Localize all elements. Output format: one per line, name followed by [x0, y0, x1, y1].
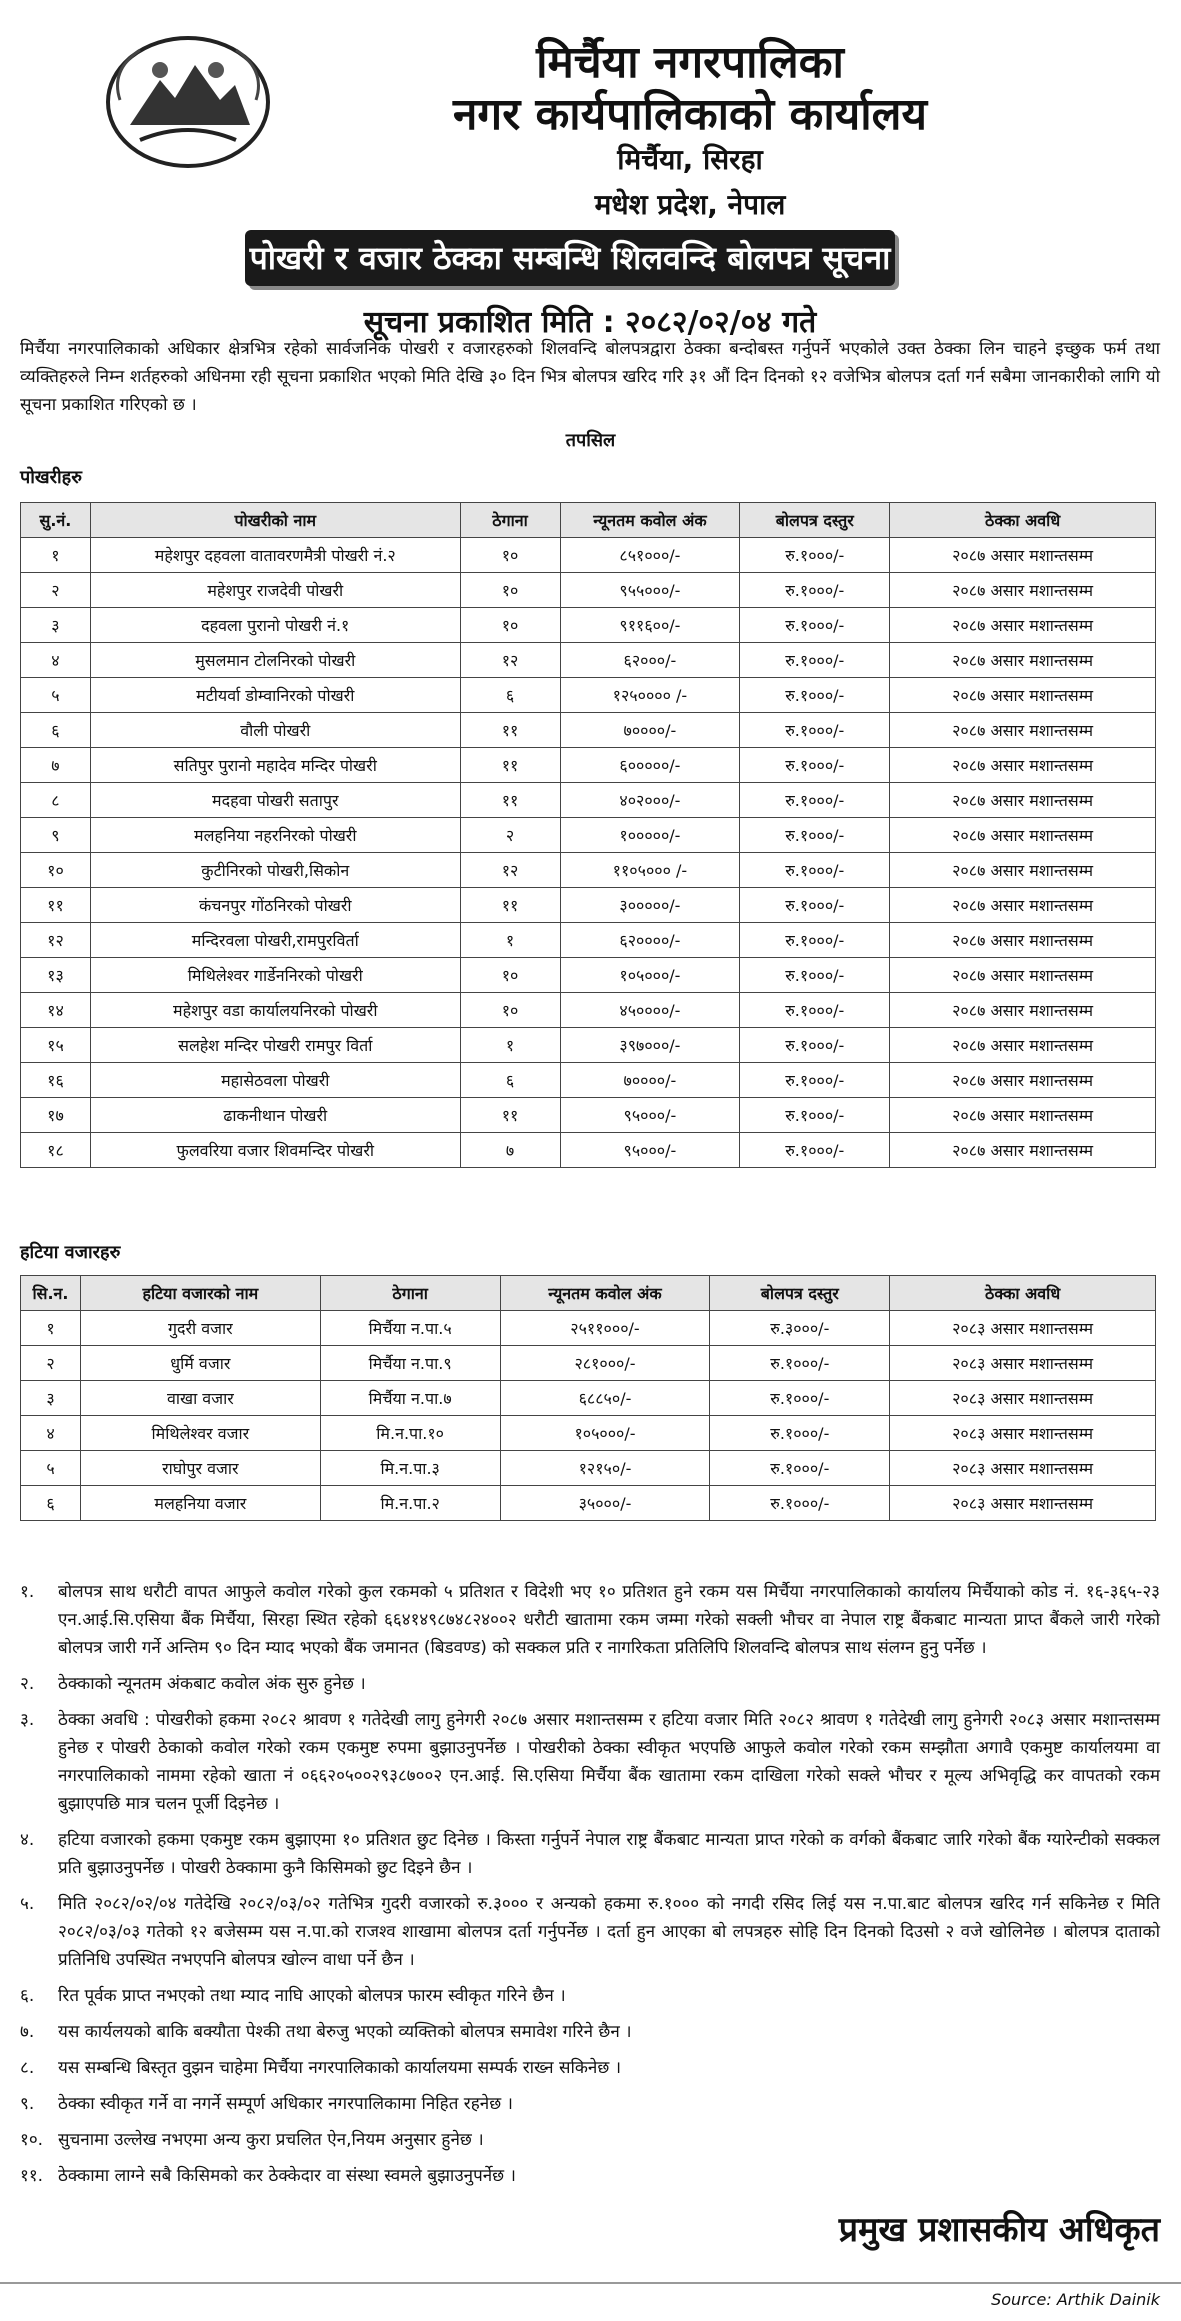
table-cell: १ — [460, 923, 560, 958]
table-cell: २०८७ असार मशान्तसम्म — [890, 573, 1156, 608]
table-cell: रु.१०००/- — [740, 538, 890, 573]
table-cell: ११ — [21, 888, 91, 923]
table-row — [21, 1133, 1156, 1168]
table-cell: ४०२०००/- — [560, 783, 740, 818]
table-row — [21, 783, 1156, 818]
table-cell: रु.१०००/- — [740, 1063, 890, 1098]
footer-divider — [0, 2282, 1181, 2284]
table-cell: १६ — [21, 1063, 91, 1098]
column-header: बोलपत्र दस्तुर — [740, 503, 890, 538]
table-cell: २०८७ असार मशान्तसम्म — [890, 853, 1156, 888]
table-row — [21, 538, 1156, 573]
table-cell: रु.१०००/- — [740, 888, 890, 923]
table-cell: २०८३ असार मशान्तसम्म — [890, 1311, 1156, 1346]
table-cell: २०८७ असार मशान्तसम्म — [890, 1028, 1156, 1063]
table-cell: ४ — [21, 1416, 81, 1451]
condition-text: यस कार्यलयको बाकि बक्यौता पेश्की तथा बेरुजु भएको व्यक्तिको बोलपत्र समावेश गरिने छैन । — [58, 2022, 632, 2042]
table-cell: महासेठवला पोखरी — [90, 1063, 460, 1098]
condition-number: ८. — [20, 2058, 35, 2078]
table-cell: ९५०००/- — [560, 1098, 740, 1133]
table-cell: मि.न.पा.१० — [320, 1416, 500, 1451]
condition-number: ६. — [20, 1986, 35, 2006]
table-cell: १२ — [460, 853, 560, 888]
table-cell: १ — [460, 1028, 560, 1063]
table-cell: ११ — [460, 1098, 560, 1133]
column-header: ठेगाना — [460, 503, 560, 538]
table-header-row — [21, 1276, 1156, 1311]
table-cell: मुसलमान टोलनिरको पोखरी — [90, 643, 460, 678]
condition-item — [20, 2054, 1160, 2082]
condition-text: ठेक्का अवधि : पोखरीको हकमा २०८२ श्रावण १ गतेदेखी लागु हुनेगरी २०८७ असार मशान्तसम्म र हटिया वजार मिति २०८२ श्रावण १ गतेदेखी लागु हुनेगरी २०८३ असार मशान्तसम्म हुनेछ र पोखरी ठेकाको कवोल गरेको रकम एकमुष्ट रुपमा बुझाउनुपर्नेछ । पोखरीको ठेक्का स्वीकृत भएपछि आफुले कवोल गरेको रकम सम्झौता अगावै एकमुष्ट कार्यालयमा वा नगरपालिकाको नाममा रहेको खाता नं ०६६२०५००२९३८७००२ एन.आई. सि.एसिया मिर्चैया बैंक खातामा रकम दाखिला गरेको सक्ले भौचर र मूल्य अभिवृद्धि कर वापतको रकम बुझाएपछि मात्र चलन पूर्जी दिइनेछ । — [58, 1710, 1160, 1814]
table-cell: ९५०००/- — [560, 1133, 740, 1168]
table-row — [21, 1063, 1156, 1098]
table-cell: रु.१०००/- — [740, 923, 890, 958]
table-cell: रु.१०००/- — [740, 993, 890, 1028]
table-cell: वाखा वजार — [80, 1381, 320, 1416]
table-cell: रु.१०००/- — [740, 958, 890, 993]
table-cell: १० — [460, 538, 560, 573]
condition-number: १. — [20, 1582, 35, 1602]
column-header: पोखरीको नाम — [90, 503, 460, 538]
signatory-title: प्रमुख प्रशासकीय अधिकृत — [838, 2210, 1160, 2250]
condition-item — [20, 1826, 1160, 1882]
condition-text: हटिया वजारको हकमा एकमुष्ट रकम बुझाएमा १० प्रतिशत छुट दिनेछ । किस्ता गर्नुपर्ने नेपाल राष्ट्र बैंकबाट मान्यता प्राप्त गरेको क वर्गको बैंकबाट जारि गरेको बैंक ग्यारेन्टीको सक्कल प्रति बुझाउनुपर्नेछ । पोखरी ठेक्कामा कुनै किसिमको छुट दिइने छैन । — [58, 1830, 1160, 1878]
table-cell: मि.न.पा.३ — [320, 1451, 500, 1486]
table-row — [21, 1098, 1156, 1133]
table-cell: सलहेश मन्दिर पोखरी रामपुर विर्ता — [90, 1028, 460, 1063]
table-cell: २०८७ असार मशान्तसम्म — [890, 958, 1156, 993]
table-cell: ७ — [460, 1133, 560, 1168]
markets-section-title: हटिया वजारहरु — [20, 1242, 121, 1263]
condition-item — [20, 2162, 1160, 2190]
office-location: मिर्चैया, सिरहा — [617, 143, 763, 176]
table-cell: मिथिलेश्वर वजार — [80, 1416, 320, 1451]
table-cell: १ — [21, 1311, 81, 1346]
government-emblem-icon — [100, 30, 275, 170]
table-row — [21, 643, 1156, 678]
table-row — [21, 1346, 1156, 1381]
column-header: ठेगाना — [320, 1276, 500, 1311]
condition-text: बोलपत्र साथ धरौटी वापत आफुले कवोल गरेको कुल रकमको ५ प्रतिशत र विदेशी भए १० प्रतिशत हुने रकम यस मिर्चैया नगरपालिकाको कार्यालय मिर्चैयाको कोड नं. १६-३६५-२३ एन.आई.सि.एसिया बैंक मिर्चैया, सिरहा स्थित रहेको ६६४१४९८७४८२४००२ धरौटी खातामा रकम जम्मा गरेको सक्ली भौचर वा नेपाल राष्ट्र बैंकबाट मान्यता प्राप्त बैंकले जारी गरेको बोलपत्र जारी गर्ने अन्तिम ९० दिन म्याद भएको बैंक जमानत (बिडवण्ड) को सक्कल प्रति र नागरिकता प्रतिलिपि शिलवन्दि बोलपत्र साथ संलग्न हुनु पर्नेछ । — [58, 1582, 1160, 1658]
table-cell: १७ — [21, 1098, 91, 1133]
condition-text: ठेक्कामा लाग्ने सबै किसिमको कर ठेक्केदार वा संस्था स्वमले बुझाउनुपर्नेछ । — [58, 2166, 516, 2186]
table-cell: १० — [460, 573, 560, 608]
condition-number: १०. — [20, 2130, 44, 2150]
table-cell: १० — [460, 993, 560, 1028]
table-cell: रु.१०००/- — [710, 1346, 890, 1381]
table-cell: २०८३ असार मशान्तसम्म — [890, 1416, 1156, 1451]
condition-text: सुचनामा उल्लेख नभएमा अन्य कुरा प्रचलित ऐन,नियम अनुसार हुनेछ । — [58, 2130, 484, 2150]
table-cell: ५ — [21, 1451, 81, 1486]
table-row — [21, 958, 1156, 993]
office-name: नगर कार्यपालिकाको कार्यालय — [453, 89, 927, 140]
table-cell: २०८३ असार मशान्तसम्म — [890, 1346, 1156, 1381]
table-cell: २०८७ असार मशान्तसम्म — [890, 993, 1156, 1028]
table-row — [21, 993, 1156, 1028]
table-cell: २०८७ असार मशान्तसम्म — [890, 538, 1156, 573]
table-cell: २०८३ असार मशान्तसम्म — [890, 1451, 1156, 1486]
column-header: ठेक्का अवधि — [890, 503, 1156, 538]
table-cell: रु.१०००/- — [740, 643, 890, 678]
condition-number: ५. — [20, 1894, 35, 1914]
table-cell: ६२००००/- — [560, 923, 740, 958]
condition-number: २. — [20, 1674, 35, 1694]
table-row — [21, 1381, 1156, 1416]
table-cell: ७००००/- — [560, 713, 740, 748]
table-cell: रु.१०००/- — [710, 1381, 890, 1416]
table-cell: २०८७ असार मशान्तसम्म — [890, 923, 1156, 958]
table-cell: ३ — [21, 1381, 81, 1416]
condition-number: ३. — [20, 1710, 35, 1730]
condition-number: ९. — [20, 2094, 35, 2114]
table-cell: २०८३ असार मशान्तसम्म — [890, 1486, 1156, 1521]
table-cell: ११ — [460, 713, 560, 748]
table-cell: ४ — [21, 643, 91, 678]
table-cell: ३ — [21, 608, 91, 643]
table-cell: १३ — [21, 958, 91, 993]
table-cell: १२५०००० /- — [560, 678, 740, 713]
table-cell: सतिपुर पुरानो महादेव मन्दिर पोखरी — [90, 748, 460, 783]
table-cell: रु.१०००/- — [710, 1486, 890, 1521]
table-cell: १ — [21, 538, 91, 573]
table-cell: ६०००००/- — [560, 748, 740, 783]
table-cell: ६ — [21, 713, 91, 748]
column-header: हटिया वजारको नाम — [80, 1276, 320, 1311]
table-row — [21, 573, 1156, 608]
table-cell: ९११६००/- — [560, 608, 740, 643]
table-cell: रु.१०००/- — [710, 1416, 890, 1451]
table-cell: रु.१०००/- — [740, 573, 890, 608]
column-header: सि.न. — [21, 1276, 81, 1311]
table-cell: ९५५०००/- — [560, 573, 740, 608]
table-row — [21, 1416, 1156, 1451]
ponds-section-title: पोखरीहरु — [20, 467, 82, 488]
table-cell: १२ — [460, 643, 560, 678]
table-cell: ७००००/- — [560, 1063, 740, 1098]
table-cell: महेशपुर वडा कार्यालयनिरको पोखरी — [90, 993, 460, 1028]
table-cell: ११ — [460, 783, 560, 818]
table-cell: २०८७ असार मशान्तसम्म — [890, 783, 1156, 818]
markets-table — [20, 1275, 1156, 1521]
table-cell: महेशपुर राजदेवी पोखरी — [90, 573, 460, 608]
table-row — [21, 713, 1156, 748]
table-row — [21, 1311, 1156, 1346]
condition-item — [20, 1578, 1160, 1662]
table-cell: २०८७ असार मशान्तसम्म — [890, 1133, 1156, 1168]
condition-text: यस सम्बन्धि बिस्तृत वुझन चाहेमा मिर्चैया नगरपालिकाको कार्यालयमा सम्पर्क राख्न सकिनेछ । — [58, 2058, 622, 2078]
condition-text: रित पूर्वक प्राप्त नभएको तथा म्याद नाघि आएको बोलपत्र फारम स्वीकृत गरिने छैन । — [58, 1986, 566, 2006]
table-row — [21, 608, 1156, 643]
table-cell: मटीयर्वा डोम्वानिरको पोखरी — [90, 678, 460, 713]
table-cell: रु.१०००/- — [740, 748, 890, 783]
column-header: बोलपत्र दस्तुर — [710, 1276, 890, 1311]
table-cell: २ — [21, 1346, 81, 1381]
condition-text: ठेक्का स्वीकृत गर्ने वा नगर्ने सम्पूर्ण अधिकार नगरपालिकामा निहित रहनेछ । — [58, 2094, 513, 2114]
table-cell: १८ — [21, 1133, 91, 1168]
table-row — [21, 748, 1156, 783]
ponds-table — [20, 502, 1156, 1168]
table-cell: १०००००/- — [560, 818, 740, 853]
table-cell: रु.१०००/- — [740, 1098, 890, 1133]
table-cell: २ — [21, 573, 91, 608]
conditions-list — [20, 1578, 1160, 2198]
table-cell: २०८७ असार मशान्तसम्म — [890, 748, 1156, 783]
table-cell: ११ — [460, 888, 560, 923]
table-cell: २०८७ असार मशान्तसम्म — [890, 713, 1156, 748]
table-row — [21, 923, 1156, 958]
table-cell: ६८८५०/- — [500, 1381, 710, 1416]
table-cell: ८५१०००/- — [560, 538, 740, 573]
table-cell: धुर्मि वजार — [80, 1346, 320, 1381]
table-cell: मन्दिरवला पोखरी,रामपुरविर्ता — [90, 923, 460, 958]
tapasil-heading: तपसिल — [565, 430, 616, 451]
condition-item — [20, 2126, 1160, 2154]
table-cell: मिथिलेश्वर गार्डेननिरको पोखरी — [90, 958, 460, 993]
table-cell: रु.१०००/- — [740, 1133, 890, 1168]
table-row — [21, 1486, 1156, 1521]
table-cell: ६ — [460, 1063, 560, 1098]
table-cell: १० — [21, 853, 91, 888]
table-row — [21, 678, 1156, 713]
table-cell: २०८७ असार मशान्तसम्म — [890, 643, 1156, 678]
table-cell: गुदरी वजार — [80, 1311, 320, 1346]
column-header: न्यूनतम कवोल अंक — [500, 1276, 710, 1311]
table-cell: रु.१०००/- — [740, 713, 890, 748]
table-cell: ६ — [21, 1486, 81, 1521]
table-cell: मलहनिया नहरनिरको पोखरी — [90, 818, 460, 853]
table-cell: ३९७०००/- — [560, 1028, 740, 1063]
table-cell: १५ — [21, 1028, 91, 1063]
table-cell: मि.न.पा.२ — [320, 1486, 500, 1521]
table-cell: ९ — [21, 818, 91, 853]
column-header: ठेक्का अवधि — [890, 1276, 1156, 1311]
table-cell: ८ — [21, 783, 91, 818]
condition-number: ७. — [20, 2022, 35, 2042]
table-row — [21, 853, 1156, 888]
table-cell: १०५०००/- — [500, 1416, 710, 1451]
table-cell: २०८७ असार मशान्तसम्म — [890, 1098, 1156, 1133]
table-cell: ६ — [460, 678, 560, 713]
table-cell: मदहवा पोखरी सतापुर — [90, 783, 460, 818]
table-cell: मिर्चैया न.पा.५ — [320, 1311, 500, 1346]
condition-text: ठेक्काको न्यूनतम अंकबाट कवोल अंक सुरु हुनेछ । — [58, 1674, 366, 1694]
publish-date: सूचना प्रकाशित मिति : २०८२/०२/०४ गते — [363, 305, 817, 340]
table-cell: वौली पोखरी — [90, 713, 460, 748]
table-cell: ७ — [21, 748, 91, 783]
table-cell: १२१५०/- — [500, 1451, 710, 1486]
table-cell: रु.३०००/- — [710, 1311, 890, 1346]
table-cell: १०५०००/- — [560, 958, 740, 993]
table-cell: ५ — [21, 678, 91, 713]
table-cell: मिर्चैया न.पा.७ — [320, 1381, 500, 1416]
table-cell: रु.१०००/- — [740, 853, 890, 888]
table-cell: फुलवरिया वजार शिवमन्दिर पोखरी — [90, 1133, 460, 1168]
intro-paragraph: मिर्चैया नगरपालिकाको अधिकार क्षेत्रभित्र रहेको सार्वजनिक पोखरी र वजारहरुको शिलवन्दि बोलपत्रद्वारा ठेक्का बन्दोबस्त गर्नुपर्ने भएकोले उक्त ठेक्का लिन चाहने इच्छुक फर्म तथा व्यक्तिहरुले निम्न शर्तहरुको अधिनमा रही सूचना प्रकाशित भएको मिति देखि ३० दिन भित्र बोलपत्र खरिद गरि ३१ औं दिन दिनको १२ वजेभित्र बोलपत्र दर्ता गर्न सबैमा जानकारीको लागि यो सूचना प्रकाशित गरिएको छ । — [20, 339, 1160, 415]
condition-number: ४. — [20, 1830, 35, 1850]
table-cell: ११०५००० /- — [560, 853, 740, 888]
table-cell: २०८७ असार मशान्तसम्म — [890, 1063, 1156, 1098]
table-cell: ३०००००/- — [560, 888, 740, 923]
column-header: न्यूनतम कवोल अंक — [560, 503, 740, 538]
table-cell: २०८७ असार मशान्तसम्म — [890, 818, 1156, 853]
table-row — [21, 888, 1156, 923]
table-cell: १० — [460, 958, 560, 993]
table-header-row — [21, 503, 1156, 538]
table-cell: ४५००००/- — [560, 993, 740, 1028]
table-cell: १२ — [21, 923, 91, 958]
table-row — [21, 818, 1156, 853]
table-cell: रु.१०००/- — [740, 678, 890, 713]
table-cell: महेशपुर दहवला वातावरणमैत्री पोखरी नं.२ — [90, 538, 460, 573]
condition-number: ११. — [20, 2166, 44, 2186]
condition-text: मिति २०८२/०२/०४ गतेदेखि २०८२/०३/०२ गतेभित्र गुदरी वजारको रु.३००० र अन्यको हकमा रु.१००० को नगदी रसिद लिई यस न.पा.बाट बोलपत्र खरिद गर्न सकिनेछ र मिति २०८२/०३/०३ गतेको १२ बजेसम्म यस न.पा.को राजश्व शाखामा बोलपत्र दर्ता गर्नुपर्नेछ । दर्ता हुन आएका बो लपत्रहरु सोहि दिन दिनको दिउसो २ वजे खोलिनेछ । बोलपत्र दाताको प्रतिनिधि उपस्थित नभएपनि बोलपत्र खोल्न वाधा पर्ने छैन । — [58, 1894, 1160, 1970]
table-cell: १४ — [21, 993, 91, 1028]
table-cell: मलहनिया वजार — [80, 1486, 320, 1521]
table-cell: ११ — [460, 748, 560, 783]
condition-item — [20, 2090, 1160, 2118]
table-row — [21, 1028, 1156, 1063]
header — [90, 20, 1090, 220]
table-cell: रु.१०००/- — [740, 608, 890, 643]
table-cell: रु.१०००/- — [740, 818, 890, 853]
municipality-name: मिर्चैया नगरपालिका — [536, 37, 844, 88]
table-cell: ६२०००/- — [560, 643, 740, 678]
table-cell: २०८७ असार मशान्तसम्म — [890, 608, 1156, 643]
table-cell: २०८७ असार मशान्तसम्म — [890, 678, 1156, 713]
table-cell: दहवला पुरानो पोखरी नं.१ — [90, 608, 460, 643]
table-cell: कुटीनिरको पोखरी,सिकोन — [90, 853, 460, 888]
table-cell: ढाकनीथान पोखरी — [90, 1098, 460, 1133]
table-cell: २५११०००/- — [500, 1311, 710, 1346]
table-cell: रु.१०००/- — [710, 1451, 890, 1486]
office-province: मधेश प्रदेश, नेपाल — [594, 188, 786, 221]
condition-item — [20, 2018, 1160, 2046]
table-cell: २०८३ असार मशान्तसम्म — [890, 1381, 1156, 1416]
table-cell: राघोपुर वजार — [80, 1451, 320, 1486]
table-cell: २०८७ असार मशान्तसम्म — [890, 888, 1156, 923]
condition-item — [20, 1982, 1160, 2010]
table-cell: रु.१०००/- — [740, 1028, 890, 1063]
table-cell: कंचनपुर गोंठनिरको पोखरी — [90, 888, 460, 923]
table-cell: रु.१०००/- — [740, 783, 890, 818]
table-cell: ३५०००/- — [500, 1486, 710, 1521]
table-cell: मिर्चैया न.पा.९ — [320, 1346, 500, 1381]
table-cell: १० — [460, 608, 560, 643]
condition-item — [20, 1670, 1160, 1698]
source-credit: Source: Arthik Dainik — [991, 2290, 1160, 2309]
table-row — [21, 1451, 1156, 1486]
column-header: सु.नं. — [21, 503, 91, 538]
condition-item — [20, 1706, 1160, 1818]
table-cell: २ — [460, 818, 560, 853]
table-cell: २८१०००/- — [500, 1346, 710, 1381]
notice-banner: पोखरी र वजार ठेक्का सम्बन्धि शिलवन्दि बोलपत्र सूचना — [245, 230, 895, 286]
condition-item — [20, 1890, 1160, 1974]
